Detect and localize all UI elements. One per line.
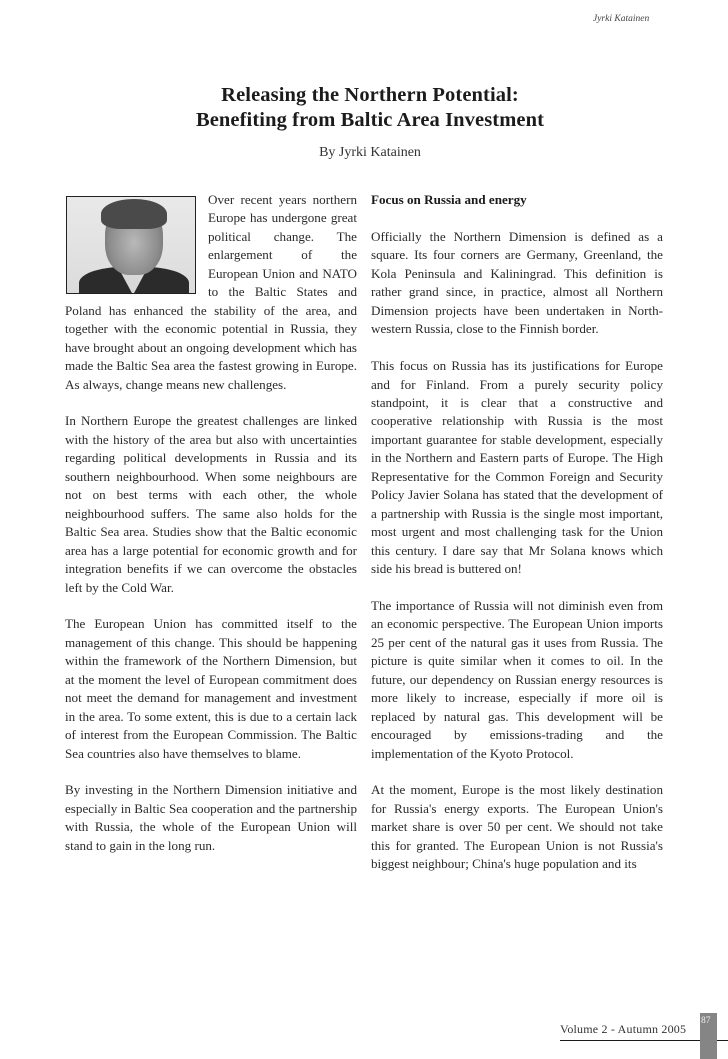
photo-hair bbox=[101, 199, 167, 229]
paragraph: At the moment, Europe is the most likely destination for Russia's energy exports. The European Union's market share is over 50 per cent. We should not take this for granted. The European Union is not Russia's biggest neighbour; China's huge population and its bbox=[371, 782, 663, 872]
running-head: Jyrki Katainen bbox=[593, 14, 650, 24]
paragraph: Over recent years northern Europe has undergone great political change. The enlargement of the European Union and NATO to the Baltic States and Poland has enhanced the stability of the area, and together with the economic potential in Russia, they have brought about an ongoing development which has made the Baltic Sea area the fastest growing in Europe. As always, change means new challenges. bbox=[65, 192, 357, 392]
article-title bbox=[0, 83, 728, 133]
paragraph: In Northern Europe the greatest challenges are linked with the history of the area but also with uncertainties regarding political developments in Russia and its southern neighbourhood. When some neighbours are not on best terms with each other, the whole neighbourhood suffers. The same also holds for the Baltic Sea area. Studies show that the Baltic economic area has a large potential for economic growth and for integration benefits if we can overcome the obstacles left by the Cold War. bbox=[65, 413, 357, 595]
left-column bbox=[65, 191, 357, 874]
title-block bbox=[0, 83, 728, 161]
paragraph: Officially the Northern Dimension is defined as a square. Its four corners are Germany, Greenland, the Kola Peninsula and Kaliningrad. This definition is rather grand since, in practice, almost all Northern Dimension projects have been undertaken in North-western Russia, close to the Finnish border. bbox=[371, 228, 663, 337]
paragraph: This focus on Russia has its justifications for Europe and for Finland. From a purely security policy standpoint, it is clear that a constructive and cooperative relationship with Russia is the most important guarantee for stable development, especially in the Northern and Eastern parts of Europe. The High Representative for the Common Foreign and Security Policy Javier Solana has stated that the development of a partnership with Russia is the single most important, most urgent and most challenging task for the Union this century. I dare say that Mr Solana knows which side his bread is buttered on! bbox=[371, 358, 663, 577]
paragraph: By investing in the Northern Dimension initiative and especially in Baltic Sea cooperation and the partnership with Russia, the whole of the European Union will stand to gain in the long run. bbox=[65, 782, 357, 853]
paragraph: The European Union has committed itself to the management of this change. This should be happening within the framework of the Northern Dimension, but at the moment the level of European commitment does not meet the demand for management and investment in the area. To some extent, this is due to a certain lack of interest from the European Commission. The Baltic Sea countries also have themselves to blame. bbox=[65, 616, 357, 761]
paragraph: The importance of Russia will not diminish even from an economic perspective. The European Union imports 25 per cent of the natural gas it uses from Russia. The picture is quite similar when it comes to oil. In the future, our dependency on Russian energy resources is more likely to increase, especially if more oil is replaced by natural gas. This development will be encouraged by emissions-trading and the implementation of the Kyoto Protocol. bbox=[371, 597, 663, 761]
title-line-2: Benefiting from Baltic Area Investment bbox=[195, 109, 545, 131]
byline: By Jyrki Katainen bbox=[319, 145, 421, 160]
section-heading: Focus on Russia and energy bbox=[371, 192, 527, 207]
right-column bbox=[371, 191, 663, 892]
page-number: 87 bbox=[701, 1016, 711, 1026]
author-photo bbox=[66, 196, 196, 294]
title-line-1: Releasing the Northern Potential: bbox=[221, 84, 519, 106]
issue-label: Volume 2 - Autumn 2005 bbox=[560, 1022, 687, 1036]
